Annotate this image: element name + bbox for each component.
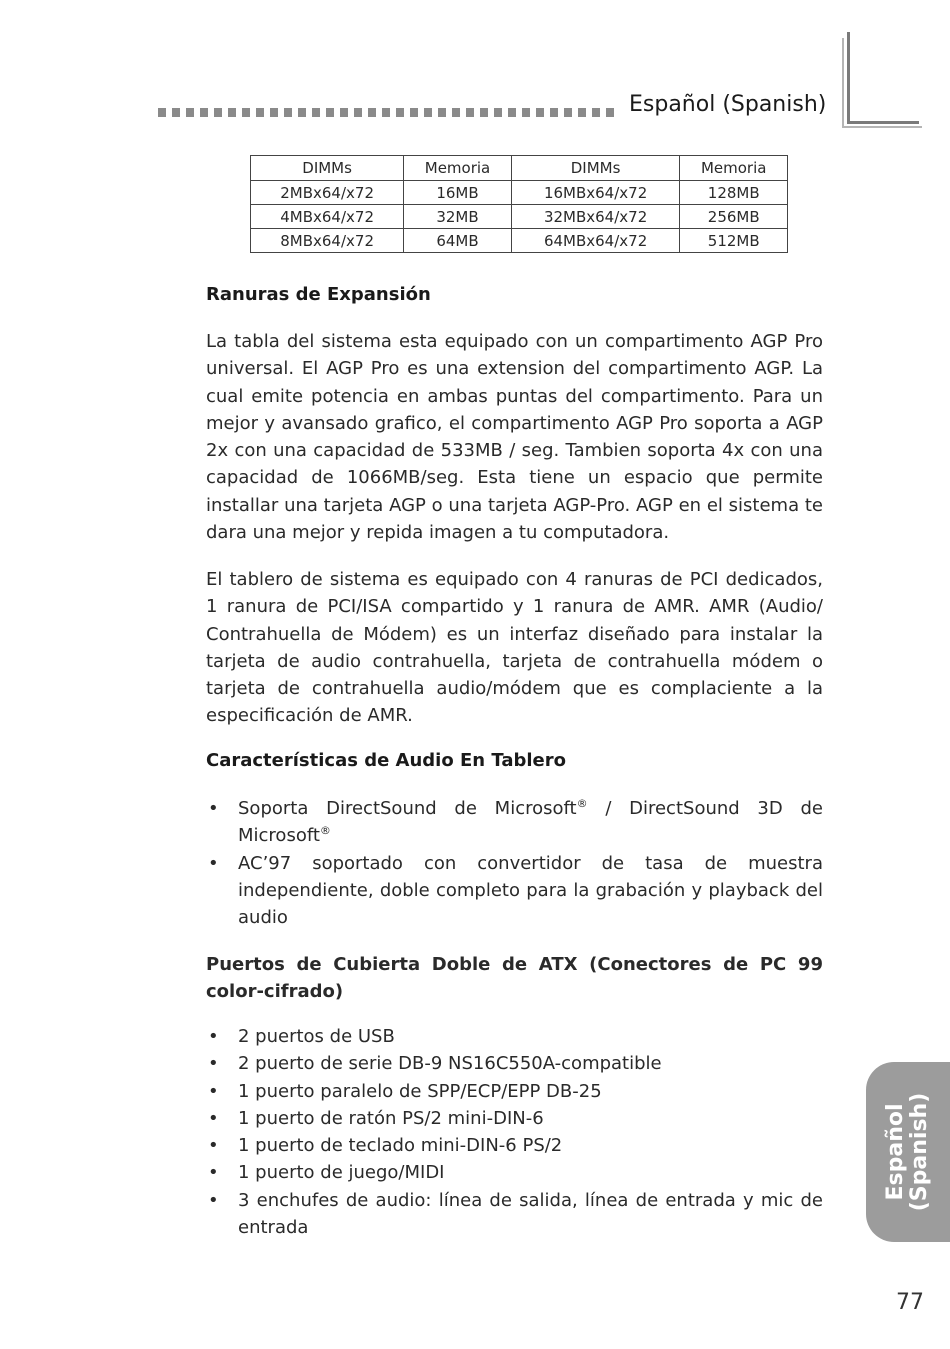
expansion-slots-heading: Ranuras de Expansión [206,284,431,305]
bullet-icon: • [208,1135,219,1157]
bullet-icon: • [208,1080,219,1102]
language-side-tab-label [884,1093,932,1212]
header-dotted-rule [158,108,618,117]
table-row [251,205,788,229]
list-item [206,1187,823,1242]
corner-mark-shadow-horizontal [842,126,922,128]
list-item-text: 2 puerto de serie DB-9 NS16C550A-compatible [238,1053,662,1075]
atx-ports-list [206,1023,823,1241]
bullet-icon: • [208,1026,219,1047]
table-cell: 8MBx64/x72 [251,229,404,253]
corner-mark-shadow-vertical [842,38,844,128]
bullet-icon: • [208,798,219,819]
bullet-icon: • [208,1162,219,1184]
table-cell: 256MB [680,205,788,229]
table-header-cell: DIMMs [251,156,404,181]
text-run: Soporta DirectSound de Microsoft [238,798,577,819]
list-item [206,1050,823,1077]
table-cell: 128MB [680,181,788,205]
table-cell: 64MBx64/x72 [511,229,680,253]
table-cell: 32MB [404,205,512,229]
registered-mark: ® [319,824,331,838]
table-header-cell: Memoria [404,156,512,181]
table-row [251,229,788,253]
page-number: 77 [896,1290,924,1315]
memory-table [250,155,788,253]
table-cell: 16MB [404,181,512,205]
list-item-text: AC’97 soportado con convertidor de tasa de muestra independiente, doble completo para la grabación y playback del audio [238,852,823,929]
bullet-icon: • [208,1053,219,1075]
table-cell: 4MBx64/x72 [251,205,404,229]
table-cell: 512MB [680,229,788,253]
table-row [251,181,788,205]
list-item [206,1105,823,1132]
side-tab-line: (Spanish) [907,1092,932,1212]
bullet-icon: • [208,852,219,874]
list-item [206,1132,823,1159]
text-run: / DirectSound 3D de Microsoft [238,798,823,847]
corner-mark-horizontal [847,121,919,124]
table-header-cell: DIMMs [511,156,680,181]
list-item-text: 1 puerto paralelo de SPP/ECP/EPP DB-25 [238,1080,602,1102]
list-item [206,795,823,850]
table-cell: 16MBx64/x72 [511,181,680,205]
table-cell: 32MBx64/x72 [511,205,680,229]
side-tab-line: Español [883,1103,908,1201]
list-item [206,1023,823,1050]
list-item [206,1159,823,1186]
audio-features-list [206,795,823,931]
list-item [206,850,823,932]
list-item-text [238,795,823,850]
table-header-row [251,156,788,181]
expansion-paragraph-2: El tablero de sistema es equipado con 4 ranuras de PCI dedicados, 1 ranura de PCI/ISA compartido y 1 ranura de AMR. AMR (Audio/ Contrahuella de Módem) es un interfaz diseñado para instalar la tarjeta de audio contrahuella, tarjeta de contrahuella módem o tarjeta de contrahuella audio/módem que es complaciente a la especificación de AMR. [206,569,823,727]
table-cell: 2MBx64/x72 [251,181,404,205]
page-header-title: Español (Spanish) [629,92,827,117]
atx-ports-heading: Puertos de Cubierta Doble de ATX (Conectores de PC 99 color-cifrado) [206,954,823,1003]
registered-mark: ® [576,797,588,810]
audio-features-heading: Características de Audio En Tablero [206,750,566,771]
list-item-text: 2 puertos de USB [238,1026,395,1047]
list-item-text: 1 puerto de teclado mini-DIN-6 PS/2 [238,1135,563,1157]
list-item [206,1078,823,1105]
table-cell: 64MB [404,229,512,253]
expansion-paragraph-1: La tabla del sistema esta equipado con un compartimento AGP Pro universal. El AGP Pro es una extension del compartimento AGP. La cual emite potencia en ambas puntas del compartimento. Para un mejor y avansado grafico, el compartimento AGP Pro soporta a AGP 2x con una capacidad de 533MB / seg. Tambien soporta 4x con una capacidad de 1066MB/seg. Esta tiene un espacio que permite installar una tarjeta AGP o una tarjeta AGP-Pro. AGP en el sistema te dara una mejor y repida imagen a tu computadora. [206,331,823,544]
list-item-text: 3 enchufes de audio: línea de salida, línea de entrada y mic de entrada [238,1189,823,1239]
table-header-cell: Memoria [680,156,788,181]
list-item-text: 1 puerto de juego/MIDI [238,1162,445,1184]
bullet-icon: • [208,1189,219,1211]
bullet-icon: • [208,1107,219,1129]
corner-mark-vertical [847,32,850,124]
list-item-text: 1 puerto de ratón PS/2 mini-DIN-6 [238,1107,544,1129]
